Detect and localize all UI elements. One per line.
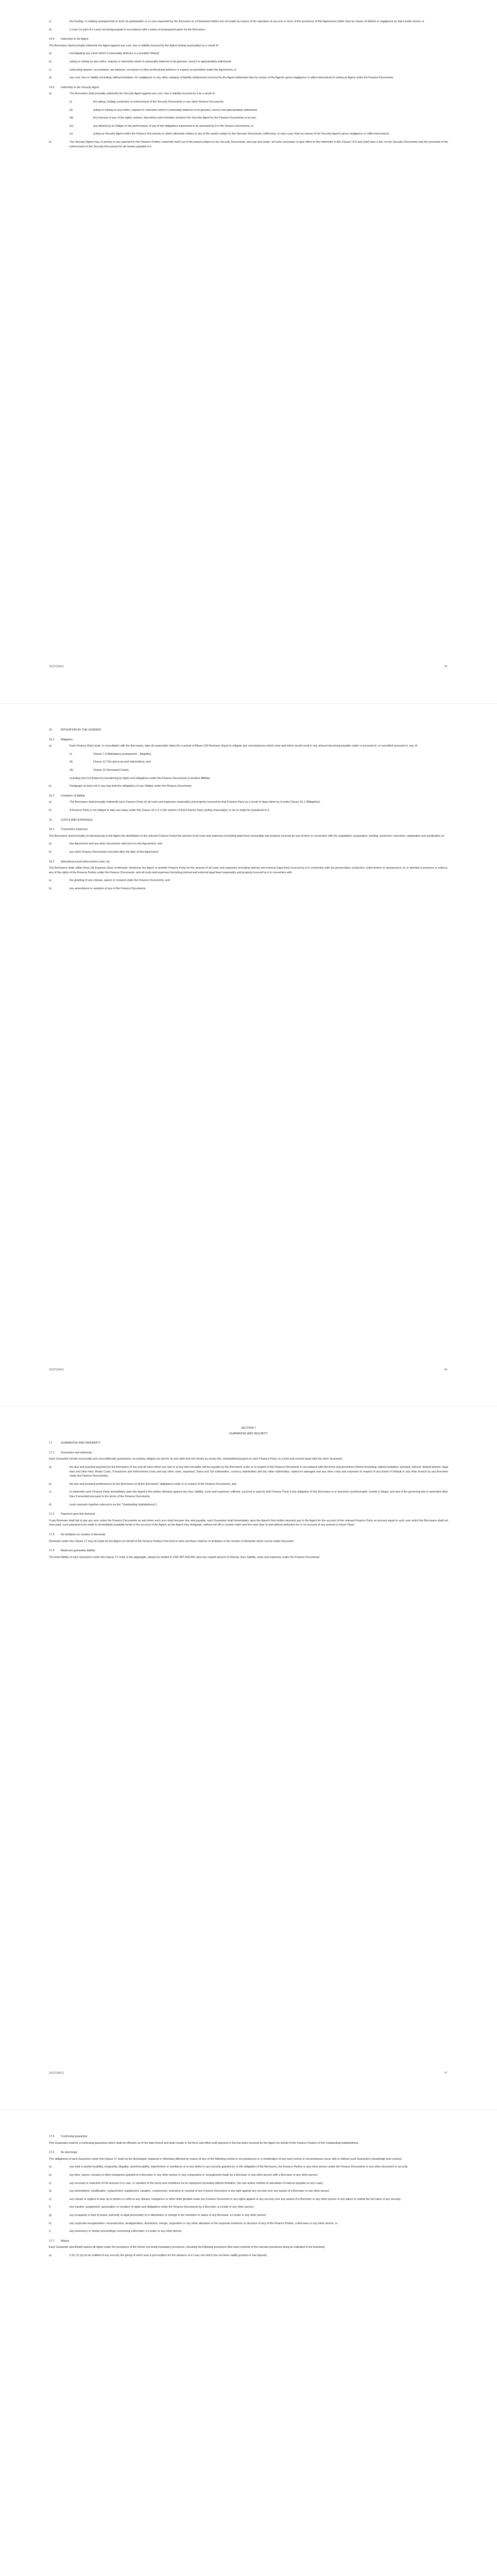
list-item-label: a) [49, 2165, 52, 2169]
clause-number: 17.4 [49, 1549, 55, 1553]
clause-heading [49, 2239, 448, 2244]
list-item [49, 2197, 448, 2202]
list-item [49, 800, 448, 805]
list-item-label: h) [49, 2222, 52, 2225]
page-3 [0, 1406, 497, 2110]
list-item-text: the granting of any release, waiver or consent under the Finance Documents; and [70, 879, 170, 883]
list-item-label: b) [49, 1482, 52, 1486]
list-item-text: Each Finance Party shall, in consultation with the Borrowers, take all reasonable steps (for a period of fifteen (15) Business Days) to mitigate any circumstances which arise and which would result in any amount becoming payable under or pursuant to, or cancelled pursuant to, any of: [70, 744, 418, 748]
list-item [49, 52, 448, 56]
page-footer-number: 45 [444, 665, 448, 668]
list-item [49, 1503, 448, 1507]
clause-number: 14.5 [49, 86, 55, 89]
list-item-text: any total or partial invalidity, irregularity, illegality, unenforceability, imperfection or avoidance of or any defect in any security granted by, or the obligation of the Borrowers, the Finance Parties or any other person under the Finance Documents or any other document or security; [70, 2165, 408, 2169]
list-item-label: e) [49, 2197, 52, 2201]
list-item [49, 2165, 448, 2170]
clause-title: Amendment and enforcement costs, etc [61, 860, 110, 863]
list-item-label: b) [49, 60, 52, 63]
list-item [49, 842, 448, 846]
list-item-label: d) [49, 28, 52, 31]
paragraph: The obligations of each Guarantor under this Clause 17 shall not be discharged, impaired or otherwise affected by reason of any of the following events or circumstances or a combination of any such events or circumstances occur with or without such Guarantor's knowledge and consent: [49, 2157, 402, 2161]
list-item-label: i) [49, 2230, 50, 2233]
list-item-text: any other Finance Documents executed after the date of this Agreement. [70, 850, 159, 854]
clause-title: MITIGATION BY THE LENDERS [61, 728, 101, 732]
list-item-label: f) [49, 2206, 51, 2209]
list-item [49, 1482, 448, 1487]
list-item-text: any increase or reduction of the amount of a Loan, or variation of the terms and conditions for its repayment (including without limitation, the rate and/or method of calculation of interest payable on any Loan); [70, 2181, 323, 2185]
list-item [49, 2181, 448, 2186]
clause-title: Waiver [61, 2239, 70, 2243]
sub-list-item [70, 768, 448, 773]
list-item-text: A Finance Party is not obliged to take any steps under this Clause 15.1 if, in the opinion of that Finance Party (acting reasonably), to do so might be prejudicial to it. [70, 808, 270, 812]
list-item [49, 68, 448, 73]
page-1 [0, 0, 497, 703]
clause-number: 17.1 [49, 1451, 55, 1454]
list-item-text: any refusal or neglect to take up or perfect or enforce any release, indulgence or other relief granted under any Finance Document or any rights against or any security over any assets of a Borrower or any other person or any failure to realise the full value of any security; [70, 2197, 401, 2201]
sub-list-item [70, 108, 448, 113]
list-item [49, 850, 448, 855]
list-item-label: (iii) [70, 116, 74, 120]
clause-heading [49, 860, 448, 865]
clause-title: Guarantee and indemnity [61, 1451, 92, 1454]
list-item-text: any cost, loss or liability (including, without limitation, for negligence or any other category of liability whatsoever) incurred by the Agent (otherwise than by reason of the Agent's gross negligence or wilful misconduct) in acting as Agent under the Finance Documents. [70, 76, 394, 80]
list-item-label: d) [49, 1503, 52, 1506]
list-item-text: acting or relying on any notice, request or instruction which it reasonably believes to be genuine, correct or appropriately authorised; [70, 60, 232, 63]
list-item [49, 2229, 448, 2234]
list-item-label: a) [49, 52, 52, 56]
paragraph: Each Guarantor specifically waives all rights under the provisions of the FA Act not being mandatory provisions, including the following provisions (the main contents of the relevant provisions being as indicated in the brackets): [49, 2246, 325, 2249]
list-item-label: (ii) [70, 108, 73, 112]
page-4 [0, 2110, 497, 2576]
list-item-label: b) [49, 140, 52, 144]
list-item-label: a) [49, 2253, 52, 2257]
clause-title: COSTS AND EXPENSES [61, 818, 93, 822]
clause-heading [49, 86, 448, 90]
list-item [49, 2189, 448, 2194]
list-item-label: d) [49, 76, 52, 80]
clause-number: 14.4 [49, 38, 55, 41]
list-item-label: (i) [70, 752, 72, 756]
list-item-label: b) [49, 785, 52, 788]
list-item-text: Clause 13 (Increased Costs), [93, 768, 129, 772]
clause-title: Maximum guarantee liability [61, 1549, 95, 1553]
list-item-text: The Borrowers shall promptly indemnify each Finance Party for all costs and expenses reasonably and properly incurred by that Finance Party as a result of steps taken by it under Clause 15.1 (Mitigation). [70, 801, 321, 804]
list-item [49, 20, 448, 24]
clause-number: 17.6 [49, 2151, 55, 2155]
list-item-label: c) [49, 20, 52, 23]
clause-number: 15.1 [49, 738, 55, 741]
clause-number: 16.1 [49, 828, 55, 832]
clause-title: Transaction expenses [61, 828, 88, 832]
list-item-text: any insolvency or similar proceedings concerning a Borrower, a Lender or any other person. [70, 2230, 183, 2233]
clause-title: Mitigation [61, 738, 73, 741]
clause-number: 15.2 [49, 794, 55, 798]
list-item-label: (ii) [70, 760, 73, 764]
page-footer-number: 46 [444, 1368, 448, 1371]
list-item-label: a) [49, 879, 52, 883]
sub-list-item [70, 132, 448, 137]
list-item-text: any transfer, assignment, assumption or novation of rights and obligations under the Finance Documents by a Borrower, a Lender or any other person; [70, 2206, 254, 2209]
clause-number: 16.2 [49, 860, 55, 863]
clause-heading [49, 728, 448, 733]
clause-heading [49, 794, 448, 799]
list-item-text: instructing lawyers, accountants, tax advisers, surveyors or other professional advisers or experts as permitted under this Agreement; or [70, 68, 236, 72]
list-item [49, 76, 448, 80]
list-item-text: the due and punctual performance by the Borrowers of all the Borrowers' obligations under or in respect of the Finance Documents; and [70, 1482, 236, 1486]
clause-title: Payment upon first demand [61, 1513, 95, 1516]
clause-title: Limitation of liability [61, 794, 85, 798]
clause-title: No limitation on number of demands [61, 1533, 106, 1536]
list-item-label: a) [49, 842, 52, 846]
clause-number: 15 [49, 728, 52, 732]
page-3-content [49, 1426, 448, 1563]
list-item-text: Clause 12 (Tax gross-up and indemnities); and [93, 760, 151, 764]
sub-list-item [70, 752, 448, 757]
clause-number: 17 [49, 1442, 52, 1445]
clause-heading [49, 1512, 448, 1517]
clause-title: Indemnity to the Security Agent [61, 86, 99, 89]
paragraph: Each Guarantor hereby irrevocably and unconditionally guarantees, as primary obligors as and for its own debt and not merely as surety (No. selvskyldnerkausjon) to each Finance Party, on a joint and several basis with the other Guarantor: [49, 1458, 343, 1461]
paragraph: If any Borrower shall fail to pay any sum under the Finance Documents as and when such sum shall become due and payable, each Guarantor shall immediately upon the Agent's first written demand pay to the Agent for the account of the relevant Finance Party an amount equal to such sum which the Borrowers shall not have paid, such payment to be made in immediately available funds to the account of the Agent, as the Agent may designate, without set-off or counter-claim and free and clear of and without deduction for or on account of any present or future Taxes. [49, 1519, 448, 1527]
clause-heading [49, 2134, 448, 2139]
clause-title: GUARANTEE AND INDEMNITY [61, 1442, 101, 1445]
page-footer-doc-id: 101271541/1 [49, 2072, 64, 2075]
list-item-label: c) [49, 2181, 52, 2185]
list-item [49, 2213, 448, 2218]
page-2 [0, 703, 497, 1406]
list-item [49, 92, 448, 96]
list-item-text: The Borrowers shall promptly indemnify the Security Agent against any cost, loss or liability incurred by it as a result of: [70, 92, 216, 96]
list-item [49, 2253, 448, 2258]
page-footer-doc-id: 101271541/1 [49, 1368, 64, 1371]
list-item-label: (v) [70, 132, 73, 136]
list-item-label: c) [49, 1490, 52, 1494]
sub-list-item [70, 124, 448, 129]
list-item [49, 2222, 448, 2226]
list-item-label: b) [49, 887, 52, 890]
clause-heading [49, 818, 448, 823]
list-item [49, 1490, 448, 1499]
clause-heading [49, 827, 448, 832]
clause-title: No discharge [61, 2151, 77, 2155]
clause-heading [49, 738, 448, 742]
list-item-label: b) [49, 808, 52, 812]
list-item-label: (i) [70, 100, 72, 104]
page-1-content [49, 20, 448, 152]
sub-list-item [70, 760, 448, 765]
list-item [49, 2205, 448, 2210]
list-item-text: this Agreement and any other documents referred to in this Agreement; and [70, 842, 162, 846]
list-item [49, 28, 448, 32]
page-4-content [49, 2129, 448, 2262]
clause-number: 17.7 [49, 2239, 55, 2243]
paragraph: The total liability of each Guarantor under this Clause 17 shall, in the aggregate, always be limited to USD 487,500,000, plus any unpaid amount of interest, fees, liability, costs and expenses under the Finance Documents. [49, 1555, 320, 1559]
list-item-text: to indemnify each Finance Party immediately upon the Agent's first written demand against any loss, liability, costs and expenses suffered, incurred or paid by that Finance Party if any obligation of the Borrowers is or becomes unenforceable, invalid or illegal, and also if the governing law is amended other than if amended pursuant to the terms of the Finance Documents, [70, 1490, 448, 1498]
list-item-label: a) [49, 92, 52, 96]
list-item-label: (iii) [70, 768, 74, 772]
list-item-text: the due and punctual payment by the Borrowers of any and all sums which are now or at any time hereafter will be payable by the Borrowers under or in respect of the Finance Documents in accordance with the terms and provisions thereof (including, without limitation, principal, interest, default interest, legal fees and other fees, Break Costs, Transaction and enforcement costs and any other costs, expenses, Taxes and Tax indemnities, currency indemnities and any other indemnities, claims for damages and any other costs and expenses in respect of any Event of Default or any other breach by any Borrower under the Finance Documents); [70, 1465, 448, 1478]
list-item-text: Paragraph a) does not in any way limit the obligations of any Obligor under the Finance Documents. [70, 785, 193, 788]
clause-heading [49, 1441, 448, 1446]
page-2-content [49, 723, 448, 894]
sub-list-item [70, 116, 448, 121]
clause-number: 16 [49, 818, 52, 822]
list-item-label: b) [49, 2173, 52, 2177]
list-item-text: (such amounts together referred to as the "Outstanding Indebtedness"). [70, 1503, 158, 1506]
list-item-text: the taking, holding, protection or enforcement of the Security Documents or any other Finance Documents, [93, 100, 225, 104]
page-footer-number: 47 [444, 2072, 448, 2075]
clause-number: 17.3 [49, 1533, 55, 1536]
clause-heading [49, 1533, 448, 1537]
list-item [49, 878, 448, 883]
clause-title: Indemnity to the Agent [61, 38, 89, 41]
paragraph: The Borrowers shall promptly indemnify the Agent against any cost, loss or liability incurred by the Agent (acting reasonably) as a result of: [49, 44, 219, 47]
list-item-text: any corporate reorganisation, reconstruction, amalgamation, dissolution, merger, acquisition or any other alteration in the corporate existence or structure of any of the Finance Parties, a Borrower or any other person; or [70, 2222, 338, 2225]
list-item-label: a) [49, 744, 52, 748]
paragraph: The Borrowers shall, within three (3) Business Days of demand, reimburse the Agent or another Finance Party for the amount of all costs and expenses (including internal and external legal fees) incurred by it in connection with the preservation, protection, enforcement or maintenance of, or attempt to preserve or enforce, any of the rights of the Finance Parties under the Finance Documents, and all costs and expenses (including internal and external legal fees) reasonably and properly incurred by it in connection with: [49, 867, 448, 874]
page-footer-doc-id: 101271541/1 [49, 665, 64, 668]
list-item-label: a) [49, 1465, 52, 1469]
paragraph: Demands under this Clause 17 may be made by the Agent (on behalf of the Finance Parties) from time to time and there shall be no limitation in the number of demands which can be made hereunder. [49, 1539, 295, 1543]
list-item-text: § 62 (1) (a) (to be notified of any security the giving of which was a precondition for the advance of a Loan, but which has not been validly granted or has lapsed); [70, 2253, 267, 2257]
section-title: SECTION 7 [241, 1427, 256, 1430]
sub-list-item [70, 100, 448, 105]
list-item-label: (iv) [70, 124, 74, 128]
list-item-text: acting as Security Agent under the Finance Documents or which otherwise relates to any of the assets subject to the Security Documents, (otherwise, in each case, than by reason of the Security Agent's gross negligence or wilful misconduct). [93, 132, 390, 136]
list-item [49, 1465, 448, 1479]
list-item [49, 60, 448, 64]
list-item-text: The Security Agent may, in priority to any payment to the Finance Parties, indemnify itself out of the assets subject to the Security Documents, and pay and retain, all sums necessary to give effect to the indemnity in this Clause 14.5 and shall have a lien on the Security Documents and the proceeds of the enforcement of the Security Documents for all monies payable to it. [70, 140, 448, 148]
clause-number: 17.5 [49, 2135, 55, 2138]
list-item [49, 808, 448, 813]
list-item-text: any time, waiver, consent or other indulgence granted to a Borrower or any other person or any composition or arrangement made by a Borrower or any other person with a Borrower or any other person; [70, 2173, 318, 2177]
list-item-text: the exercise of any of the rights, powers, discretions and remedies vested in the Security Agent by the Finance Documents or by law; [93, 116, 256, 120]
list-item-label: c) [49, 68, 52, 72]
list-item-label: a) [49, 801, 52, 804]
list-item-text: any incapacity or lack of power, authority or legal personality of or dissolution or change in the members or status of any Borrower, a Lender or any other person; [70, 2213, 267, 2217]
paragraph: This Guarantee shall be a continuing guarantee which shall be effective as of the date hereof and shall remain in full force and effect until payment in full has been received by the Agent (on behalf of the Finance Parties) of the Outstanding Indebtedness. [49, 2141, 359, 2145]
list-item [49, 140, 448, 149]
list-item-text: acting or relying on any notice, request or instruction which it reasonably believes to be genuine, correct and appropriately authorised; [93, 108, 258, 112]
clause-number: 17.2 [49, 1513, 55, 1516]
clause-heading [49, 1451, 448, 1455]
list-item-label: g) [49, 2213, 52, 2217]
clause-heading [49, 1549, 448, 1553]
list-item [49, 744, 448, 749]
paragraph: The Borrowers shall promptly on demand pay to the Agent (for distribution to the relevant Finance Party) the amount of all costs and expenses (including legal fees) reasonably and properly incurred by any of them in connection with the negotiation, preparation, printing, perfection, execution, registration and syndication of: [49, 834, 445, 838]
list-item-text: investigating any event which it reasonably believes is a possible Default; [70, 52, 160, 56]
section-title: GUARANTEE AND SECURITY [229, 1432, 268, 1435]
list-item [49, 784, 448, 789]
list-item-text: any amendment or variation of any of the Finance Documents. [70, 887, 146, 890]
clause-title: Continuing guarantee [61, 2135, 88, 2138]
list-item-label: b) [49, 850, 52, 854]
list-item [49, 887, 448, 891]
list-item [49, 2173, 448, 2178]
sub-paragraph: including (but not limited to) transferring its rights and obligations under the Finance Documents to another Affiliate. [70, 776, 211, 780]
clause-heading [49, 2150, 448, 2155]
list-item-text: Clause 7.3 (Mandatory prepayment – Illegality); [93, 752, 152, 756]
clause-heading [49, 37, 448, 42]
list-item-text: any default by an Obligor in the performance of any of the obligations expressed to be assumed by it in the Finance Documents; or [93, 124, 254, 128]
list-item-text: a Loan (or part of a Loan) not being prepaid in accordance with a notice of prepayment given by the Borrowers. [70, 28, 206, 31]
list-item-label: d) [49, 2190, 52, 2193]
list-item-text: the funding, or making arrangements to fund, its participation in a Loan requested by the Borrowers in a Drawdown Notice but not made by reason of the operation of any one or more of the provisions of this Agreement (other than by reason of default or negligence by that Lender alone); or [70, 20, 424, 23]
list-item-text: any amendment, modification, replacement, supplement, variation, compromise, extension or renewal of any Finance Document or any right against any security over any assets of a Borrower or any other person; [70, 2190, 330, 2193]
